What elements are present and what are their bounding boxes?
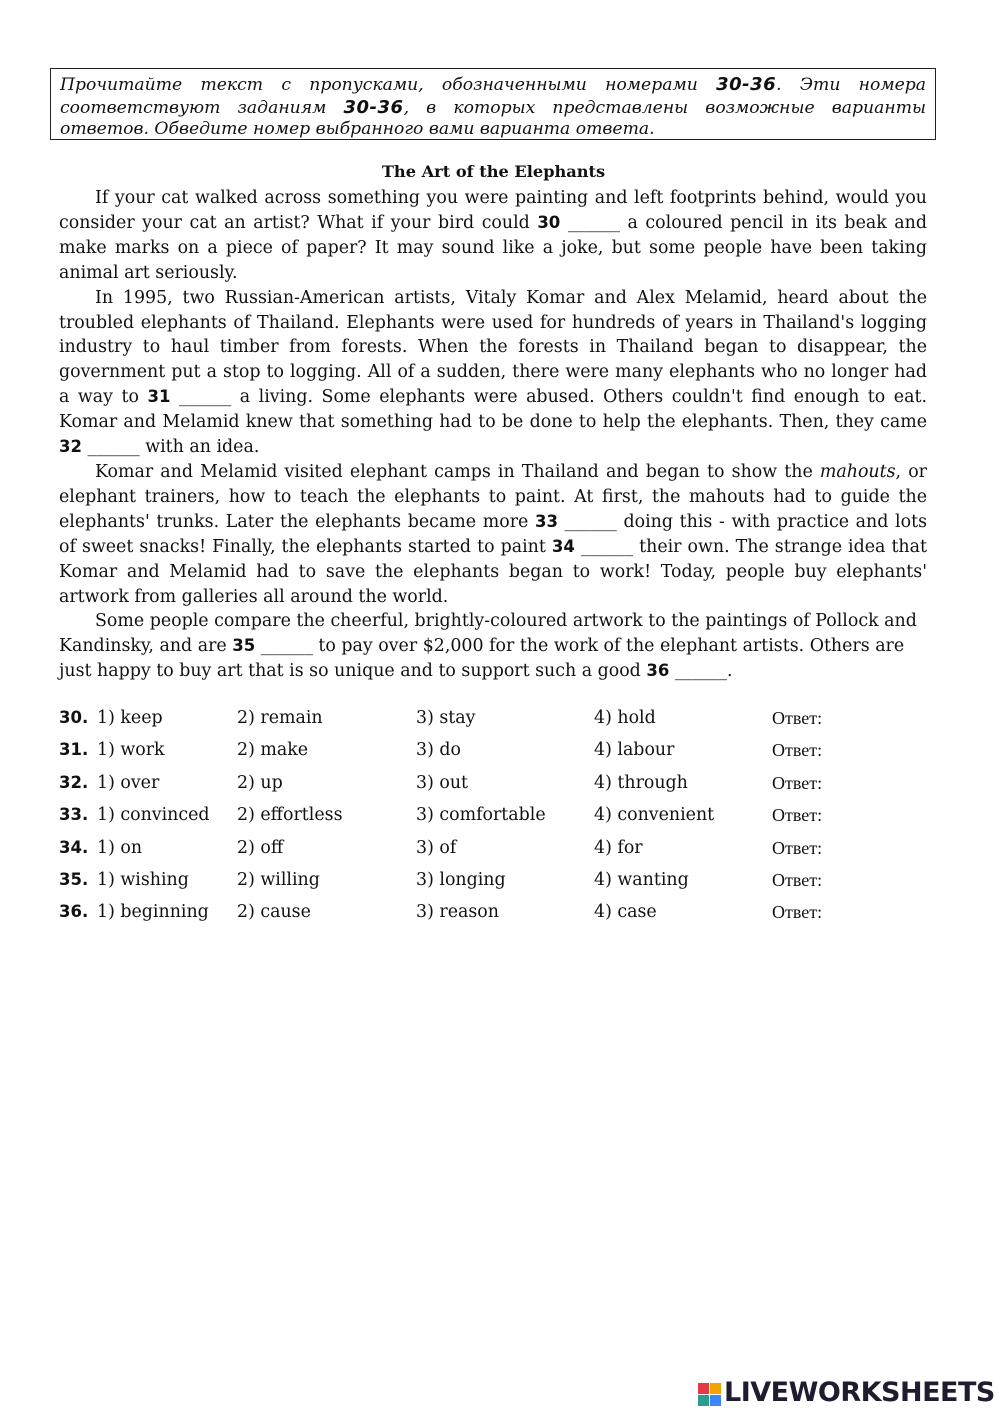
instructions-range: 30-36 [716, 74, 777, 95]
option-1[interactable]: 1) keep [97, 708, 163, 728]
text-run: Komar and Melamid visited elephant camps in Thailand and began to show the [95, 461, 820, 482]
option-4[interactable]: 4) case [594, 902, 657, 923]
option-4[interactable]: 4) labour [594, 740, 675, 761]
logo-square [698, 1383, 709, 1394]
text-run: In 1995, two Russian-American artists, Vitaly Komar and Alex Melamid, heard about the troubled elephants of Thailand. Elephants were used for hundreds of years in Thailand's logging industry to haul timber from forests. When the forests in Thailand began to disappear, the government put a stop to logging. All of a sudden, there were many elephants who no longer had a way to [59, 287, 927, 408]
text-run: a coloured pencil in its beak and make marks on a piece of paper? It may sound like a joke, but some people have been taking animal art seriously. [59, 212, 927, 283]
gap-blank-35[interactable]: ______ [255, 636, 319, 657]
logo-square [710, 1383, 721, 1394]
option-2[interactable]: 2) remain [237, 708, 323, 728]
gap-number-34: 34 [551, 536, 575, 556]
instructions-text: Прочитайте текст с пропусками, обозначенными номерами [60, 75, 717, 95]
option-1[interactable]: 1) work [97, 740, 165, 761]
gap-number-30: 30 [537, 212, 561, 232]
option-4[interactable]: 4) wanting [594, 869, 689, 890]
gap-blank-33[interactable]: ______ [557, 511, 624, 532]
gap-blank-32[interactable]: ______ [81, 437, 146, 458]
option-2[interactable]: 2) off [237, 837, 284, 858]
text-run: a living. Some elephants were abused. Others couldn't find enough to eat. Komar and Melamid knew that something had to be done to help the elephants. Then, they came [59, 387, 927, 433]
option-3[interactable]: 3) do [416, 740, 461, 761]
gap-number-33: 33 [534, 511, 558, 531]
option-2[interactable]: 2) up [237, 772, 283, 793]
question-number: 35. [59, 869, 89, 889]
page-title: The Art of the Elephants [381, 162, 606, 181]
gap-number-32: 32 [59, 437, 82, 457]
option-3[interactable]: 3) out [416, 772, 469, 793]
option-1[interactable]: 1) over [97, 772, 160, 793]
option-1[interactable]: 1) wishing [97, 869, 189, 890]
question-row [59, 902, 889, 934]
answer-label: Ответ: [772, 772, 823, 793]
paragraph-4 [59, 609, 927, 684]
answer-label: Ответ: [772, 708, 823, 728]
question-list [59, 708, 889, 935]
italic-term: mahouts [819, 461, 896, 482]
option-2[interactable]: 2) cause [237, 902, 311, 923]
question-number: 30. [59, 708, 89, 727]
option-4[interactable]: 4) through [594, 772, 688, 793]
question-number: 36. [59, 902, 89, 922]
question-row [59, 740, 889, 772]
gap-blank-30[interactable]: ______ [560, 212, 628, 233]
answer-label: Ответ: [772, 869, 823, 890]
option-2[interactable]: 2) willing [237, 869, 320, 890]
instructions-text: , в которых представлены возможные варианты ответов. Обведите номер выбранного вами варианта ответа. [60, 97, 926, 139]
option-2[interactable]: 2) make [237, 740, 309, 761]
option-4[interactable]: 4) for [594, 837, 643, 858]
logo-square [698, 1395, 709, 1406]
option-3[interactable]: 3) comfortable [416, 805, 546, 826]
answer-label: Ответ: [772, 805, 823, 826]
liveworksheets-logo[interactable] [698, 1376, 996, 1410]
option-4[interactable]: 4) convenient [594, 805, 715, 826]
option-3[interactable]: 3) of [416, 837, 457, 858]
question-number: 32. [59, 772, 89, 792]
reading-text [59, 186, 927, 684]
question-row [59, 805, 889, 837]
option-3[interactable]: 3) stay [416, 708, 476, 728]
text-run: If your cat walked across something you were painting and left footprints behind, would you consider your cat an artist? What if your bird could [59, 188, 927, 233]
question-row [59, 773, 889, 805]
gap-blank-36[interactable]: ______. [669, 661, 733, 682]
paragraph-3 [59, 460, 927, 609]
gap-blank-34[interactable]: ______ [574, 536, 640, 557]
option-4[interactable]: 4) hold [594, 708, 656, 728]
answer-label: Ответ: [772, 837, 823, 858]
option-1[interactable]: 1) on [97, 837, 143, 858]
liveworksheets-logo-icon [698, 1383, 722, 1407]
logo-square [710, 1395, 721, 1406]
paragraph-2 [59, 286, 927, 460]
question-number: 31. [59, 740, 89, 760]
logo-text: LIVEWORKSHEETS [724, 1377, 995, 1408]
gap-number-31: 31 [147, 387, 171, 407]
text-run: Some people compare the cheerful, brightly-coloured artwork to the paintings of Pollock and Kandinsky, and are [59, 611, 917, 657]
instructions-box [50, 68, 936, 140]
text-run: doing this - with practice and lots of sweet snacks! Finally, the elephants started to paint [59, 511, 927, 557]
instructions-range: 30-36 [343, 96, 404, 118]
gap-blank-31[interactable]: ______ [170, 387, 240, 408]
question-number: 34. [59, 837, 89, 857]
option-2[interactable]: 2) effortless [237, 805, 343, 826]
question-row [59, 838, 889, 870]
answer-label: Ответ: [772, 902, 823, 923]
instructions-text: . Эти номера соответствуют заданиям [60, 75, 926, 118]
question-row [59, 870, 889, 902]
answer-label: Ответ: [772, 740, 823, 761]
gap-number-35: 35 [232, 636, 256, 656]
option-3[interactable]: 3) longing [416, 869, 506, 890]
text-run: their own. The strange idea that Komar and Melamid had to save the elephants began to work! Today, people buy elephants' artwork from galleries all around the world. [59, 536, 927, 607]
paragraph-1 [59, 186, 927, 286]
text-run: to pay over $2,000 for the work of the elephant artists. Others are just happy to buy art that is so unique and to support such a good [59, 636, 905, 682]
gap-number-36: 36 [646, 661, 670, 681]
question-number: 33. [59, 805, 89, 825]
question-row [59, 708, 889, 740]
text-run: , or elephant trainers, how to teach the elephants to paint. At first, the mahouts had to guide the elephants' trunks. Later the elephants became more [59, 461, 927, 532]
option-3[interactable]: 3) reason [416, 902, 499, 923]
option-1[interactable]: 1) convinced [97, 805, 210, 826]
text-run: with an idea. [145, 437, 260, 458]
option-1[interactable]: 1) beginning [97, 902, 209, 923]
